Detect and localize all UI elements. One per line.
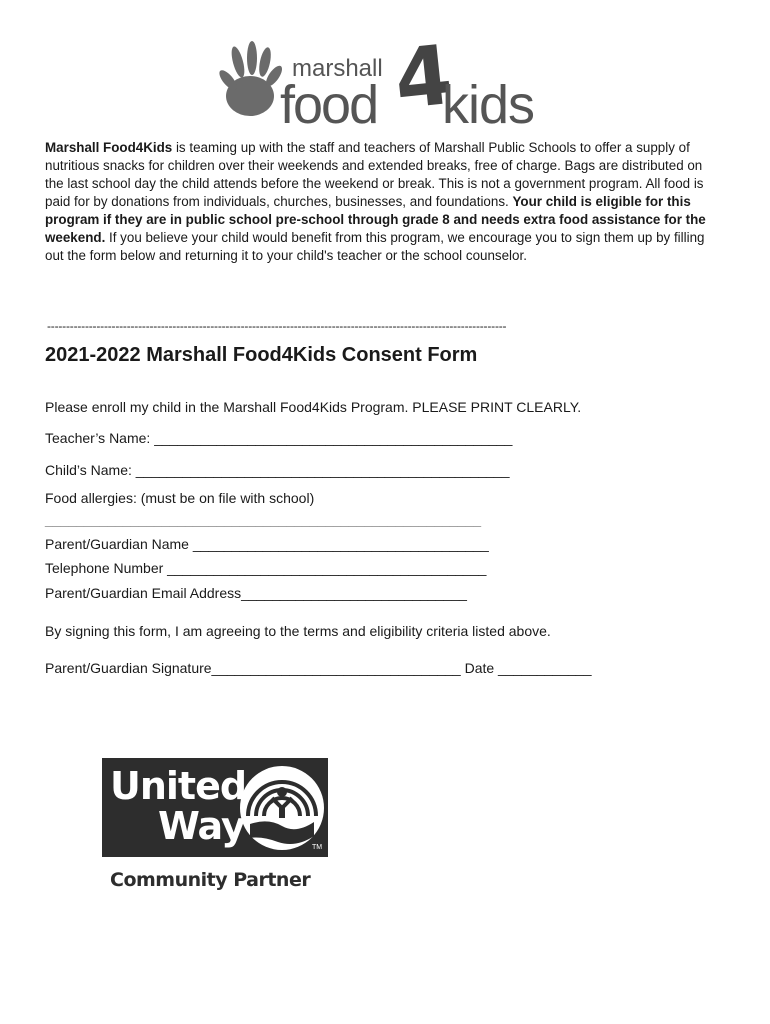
logo-word-marshall: marshall xyxy=(292,55,383,82)
intro-paragraph xyxy=(45,139,715,265)
food-allergies-field[interactable]: ________________________________________________________ xyxy=(45,511,482,527)
telephone-field[interactable]: Telephone Number _________________________________________ xyxy=(45,560,487,576)
agreement-statement: By signing this form, I am agreeing to the terms and eligibility criteria listed above. xyxy=(45,623,551,639)
form-title: 2021-2022 Marshall Food4Kids Consent Form xyxy=(45,344,478,366)
intro-text-1: is teaming up with the staff and teachers of Marshall Public Schools to offer a supply of nutritious snacks for children over their weekends and extended breaks, free of charge. Bags are distributed on the last school day the child attends before the weekend or break. This is not a government program. All food is paid for by donations from individuals, churches, businesses, and foundations. xyxy=(45,140,704,209)
guardian-email-field[interactable]: Parent/Guardian Email Address_____________________________ xyxy=(45,585,467,601)
logo-word-kids: kids xyxy=(442,75,535,135)
logo-word-food: food xyxy=(280,75,378,135)
signature-date-field[interactable]: Parent/Guardian Signature________________________________ Date ____________ xyxy=(45,660,592,676)
united-way-emblem-icon xyxy=(238,764,326,852)
united-way-line2: Way xyxy=(158,804,245,848)
cut-line-divider: ------------------------------------------------------------------------------------------------------------------------- xyxy=(47,319,507,333)
org-name: Marshall Food4Kids xyxy=(45,140,173,155)
logo-word-4: 4 xyxy=(390,28,457,129)
eligibility-statement: Your child is eligible for this program if they are in public school pre-school through grade 8 and needs extra food assistance for the weekend. xyxy=(45,194,706,245)
community-partner-label: Community Partner xyxy=(110,869,311,891)
intro-text-2: If you believe your child would benefit from this program, we encourage you to sign them up by filling out the form below and returning it to your child's teacher or the school counselor. xyxy=(45,230,705,263)
trademark-mark: TM xyxy=(312,844,323,851)
food-allergies-label: Food allergies: (must be on file with school) xyxy=(45,490,315,506)
united-way-logo xyxy=(102,758,328,857)
enroll-statement: Please enroll my child in the Marshall Food4Kids Program. PLEASE PRINT CLEARLY. xyxy=(45,399,582,415)
marshall-food4kids-logo xyxy=(210,28,560,138)
teacher-name-field[interactable]: Teacher’s Name: ______________________________________________ xyxy=(45,430,513,446)
united-way-line1: United xyxy=(110,764,247,808)
united-way-wordmark xyxy=(110,766,246,846)
child-name-field[interactable]: Child’s Name: ________________________________________________ xyxy=(45,462,510,478)
guardian-name-field[interactable]: Parent/Guardian Name ______________________________________ xyxy=(45,536,489,552)
hand-icon xyxy=(216,41,285,116)
